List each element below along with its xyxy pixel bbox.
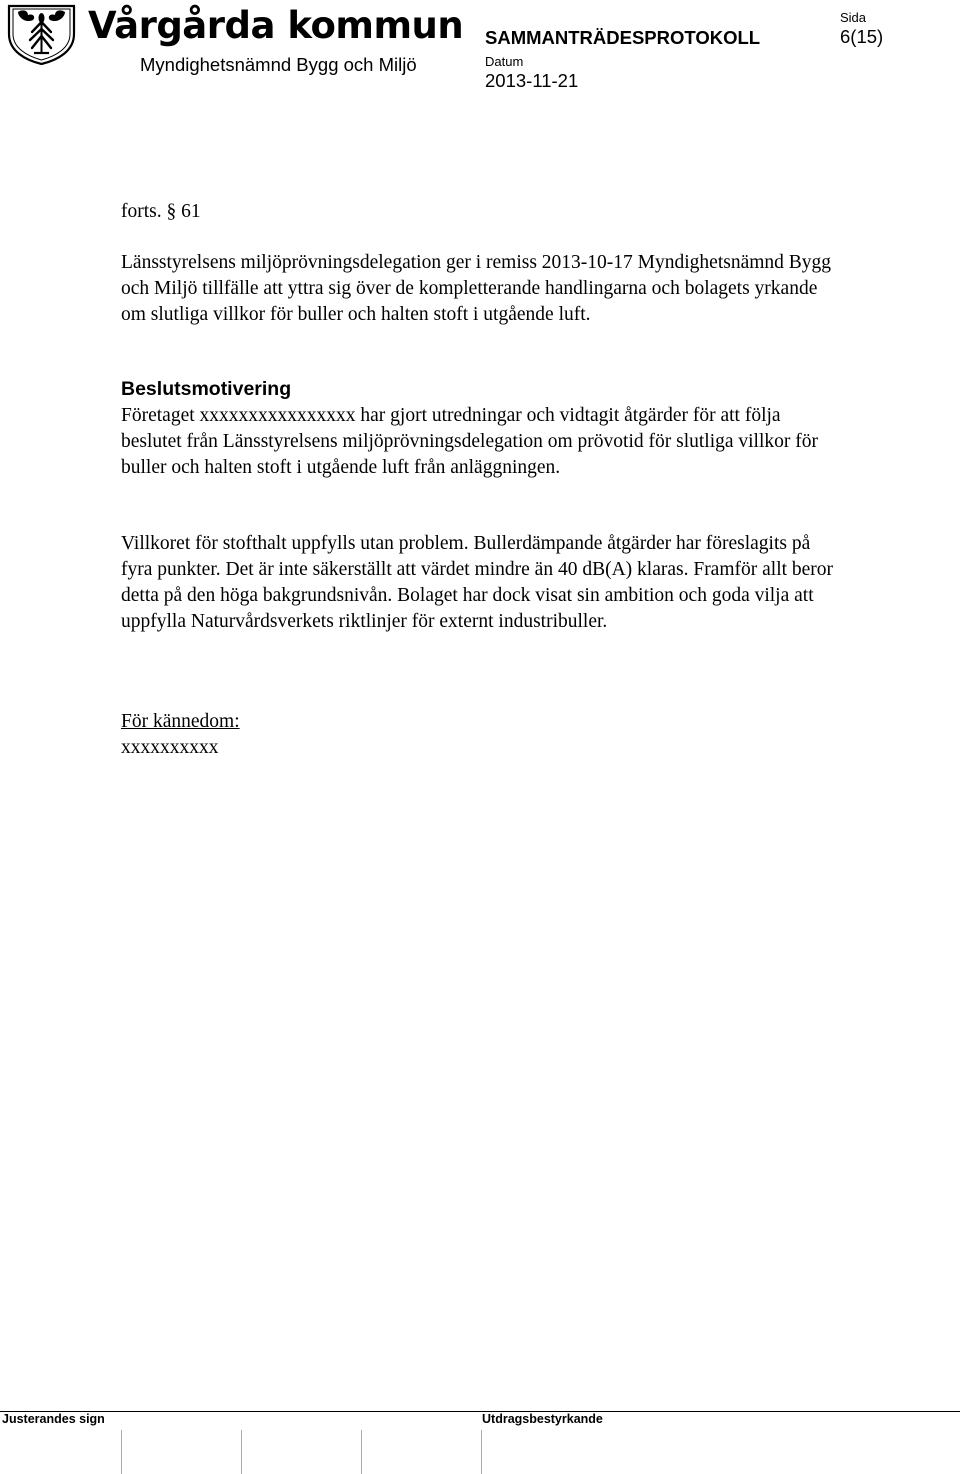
signature-box-divider: [481, 1430, 482, 1474]
page-label: Sida: [840, 10, 867, 25]
signature-box-divider: [361, 1430, 362, 1474]
department-name: Myndighetsnämnd Bygg och Miljö: [140, 54, 417, 75]
conditions-paragraph: Villkoret för stofthalt uppfylls utan problem. Bullerdämpande åtgärder har föreslagits på fyra punkter. Det är inte säkerställt att värdet mindre än 40 dB(A) klaras. Framför allt beror detta på den höga bakgrundsnivån. Bolaget har dock visat sin ambition och goda vilja att uppfylla Naturvårdsverkets riktlinjer för externt industribuller.: [121, 533, 834, 632]
signature-box-divider: [241, 1430, 242, 1474]
section-heading: Beslutsmotivering: [121, 378, 292, 400]
intro-paragraph: Länsstyrelsens miljöprövningsdelegation ger i remiss 2013-10-17 Myndighetsnämnd Bygg och Miljö tillfälle att yttra sig över de kompletterande handlingarna och bolagets yrkande om slutliga villkor för buller och halten stoft i utgående luft.: [121, 252, 832, 325]
municipality-name: Vårgårda kommun: [88, 4, 464, 47]
signature-box-divider: [121, 1430, 122, 1474]
motivation-paragraph: Företaget xxxxxxxxxxxxxxxx har gjort utredningar och vidtagit åtgärder för att följa beslutet från Länsstyrelsens miljöprövningsdelegation om prövotid för slutliga villkor för buller och halten stoft i utgående luft från anläggningen.: [121, 405, 819, 478]
date-label: Datum: [485, 54, 524, 69]
extract-certification-label: Utdragsbestyrkande: [482, 1412, 603, 1426]
page-number: 6(15): [840, 26, 884, 47]
notice-recipients: xxxxxxxxxx: [121, 737, 219, 758]
coat-of-arms-icon: [6, 4, 77, 65]
document-type: SAMMANTRÄDESPROTOKOLL: [485, 27, 761, 48]
date-value: 2013-11-21: [485, 70, 579, 91]
continuation-heading: forts. § 61: [121, 201, 201, 222]
footer-divider: [0, 1411, 960, 1412]
signer-initials-label: Justerandes sign: [2, 1412, 105, 1426]
notice-label: För kännedom:: [121, 711, 240, 732]
